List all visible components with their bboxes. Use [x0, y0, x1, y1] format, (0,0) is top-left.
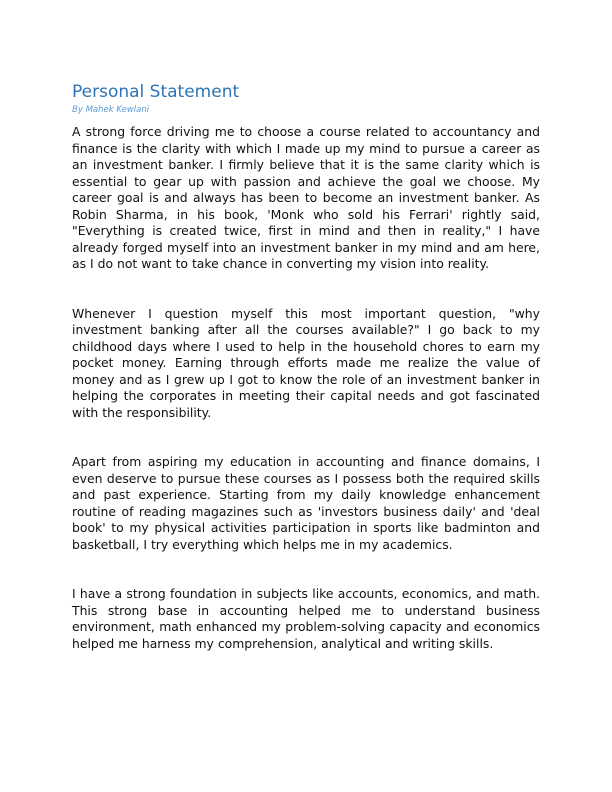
- paragraph-3: Apart from aspiring my education in accounting and finance domains, I even deserve to pursue these courses as I possess both the required skills and past experience. Starting from my daily knowledge enhancement routine of reading magazines such as 'investors business daily' and 'deal book' to my physical activities participation in sports like badminton and basketball, I try everything which helps me in my academics.: [72, 454, 540, 552]
- document-page: [72, 82, 540, 652]
- paragraph-4: I have a strong foundation in subjects like accounts, economics, and math. This strong base in accounting helped me to understand business environment, math enhanced my problem-solving capacity and economics helped me harness my comprehension, analytical and writing skills.: [72, 586, 540, 651]
- paragraph-1: A strong force driving me to choose a course related to accountancy and finance is the clarity with which I made up my mind to pursue a career as an investment banker. I firmly believe that it is the same clarity which is essential to gear up with passion and achieve the goal we choose. My career goal is and always has been to become an investment banker. As Robin Sharma, in his book, 'Monk who sold his Ferrari' rightly said, "Everything is created twice, first in mind and then in reality," I have already forged myself into an investment banker in my mind and am here, as I do not want to take chance in converting my vision into reality.: [72, 124, 540, 271]
- paragraph-spacer: [72, 273, 540, 306]
- document-title: Personal Statement: [72, 82, 240, 102]
- paragraph-spacer: [72, 553, 540, 586]
- paragraph-2: Whenever I question myself this most important question, "why investment banking after all the courses available?" I go back to my childhood days where I used to help in the household chores to earn my pocket money. Earning through efforts made me realize the value of money and as I grew up I got to know the role of an investment banker in helping the corporates in meeting their capital needs and got fascinated with the responsibility.: [72, 305, 540, 420]
- paragraph-spacer: [72, 421, 540, 454]
- author-byline: By Mahek Kewlani: [72, 105, 150, 115]
